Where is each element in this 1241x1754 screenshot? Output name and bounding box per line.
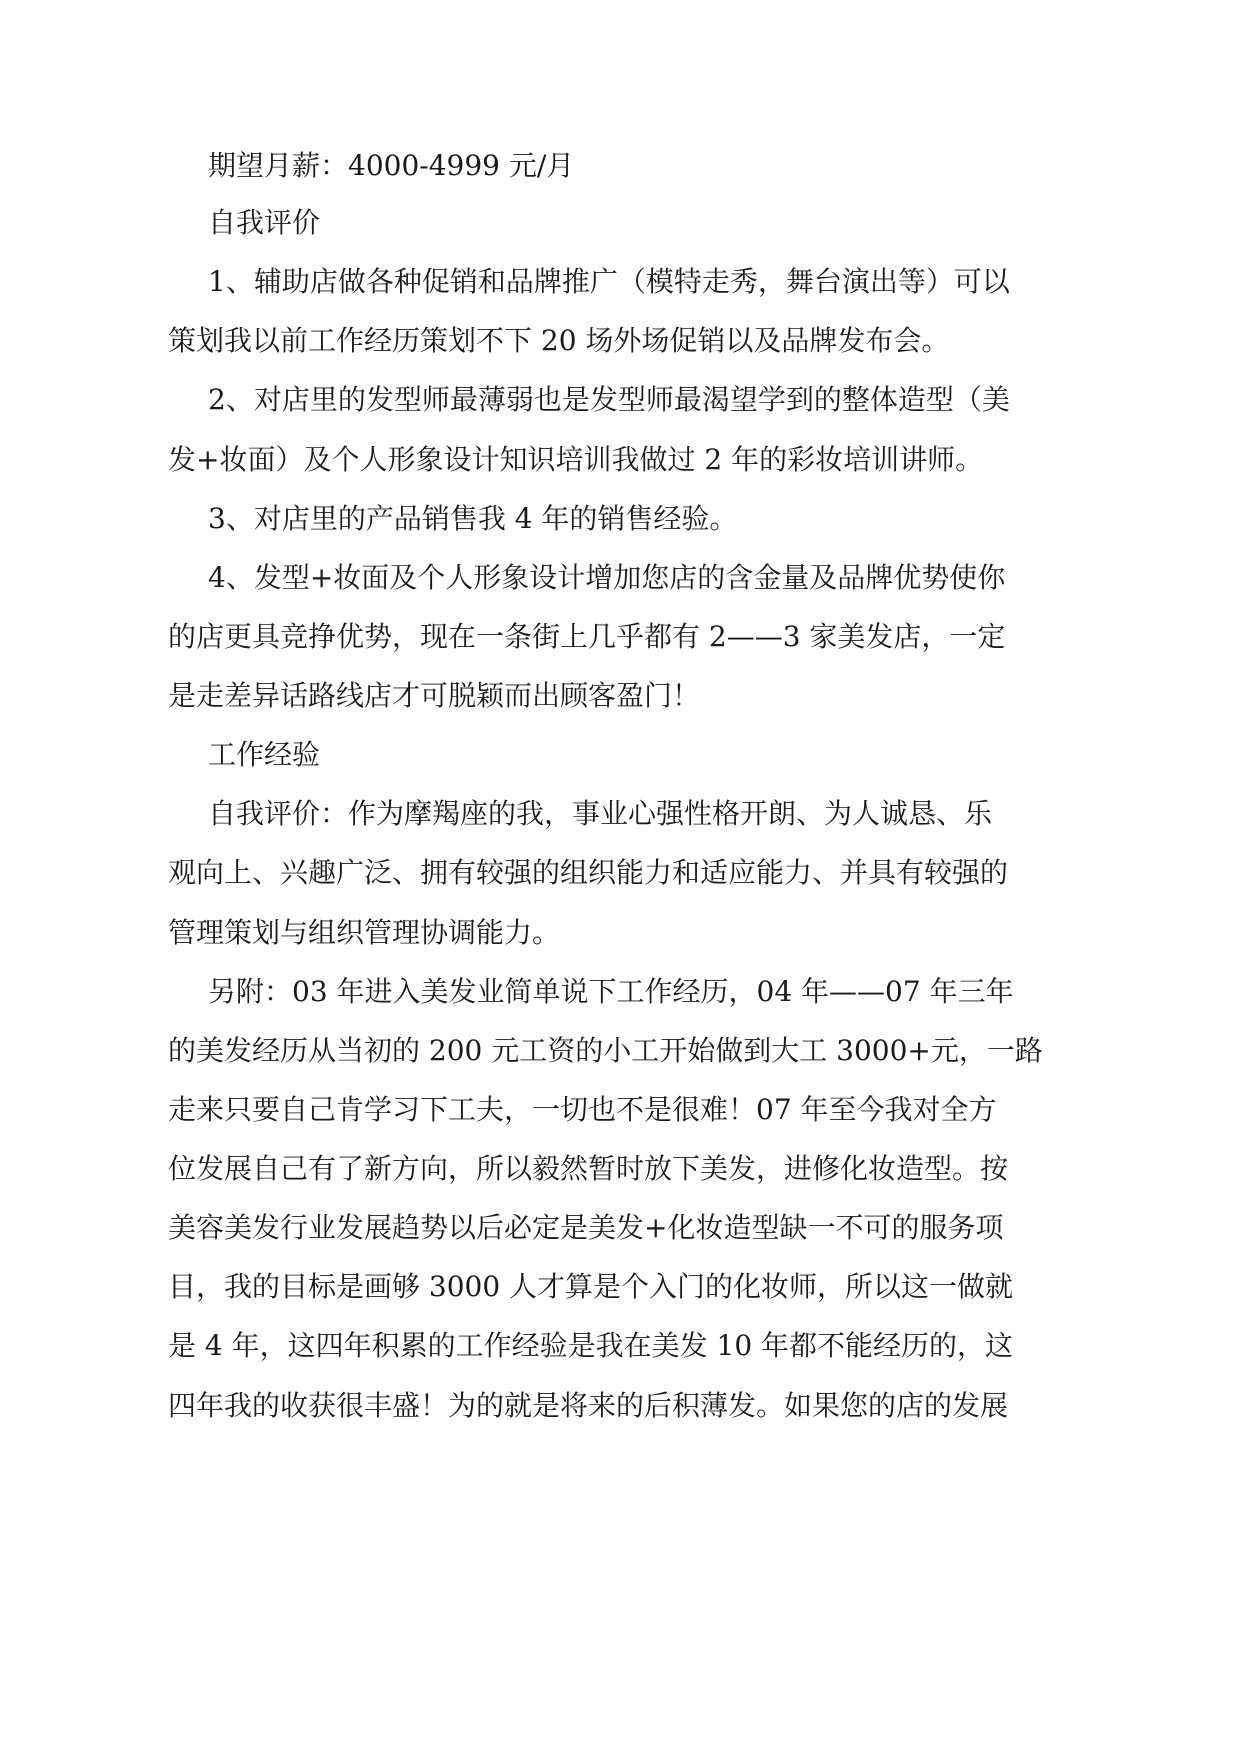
section-heading-work-experience: 工作经验	[208, 738, 321, 771]
text-line: 观向上、兴趣广泛、拥有较强的组织能力和适应能力、并具有较强的	[168, 856, 1009, 889]
text-line: 位发展自己有了新方向，所以毅然暂时放下美发，进修化妆造型。按	[168, 1152, 1009, 1185]
text-line: 的店更具竞挣优势，现在一条街上几乎都有 2——3 家美发店，一定	[168, 620, 1006, 653]
text-line: 走来只要自己肯学习下工夫，一切也不是很难！07 年至今我对全方	[168, 1093, 997, 1126]
text-line: 自我评价：作为摩羯座的我，事业心强性格开朗、为人诚恳、乐	[208, 797, 993, 830]
text-line: 管理策划与组织管理协调能力。	[168, 916, 561, 949]
text-line: 4、发型+妆面及个人形象设计增加您店的含金量及品牌优势使你	[208, 561, 1006, 594]
section-heading-self-evaluation: 自我评价	[208, 206, 321, 239]
text-line: 另附：03 年进入美发业简单说下工作经历，04 年——07 年三年	[208, 975, 1014, 1008]
text-line: 的美发经历从当初的 200 元工资的小工开始做到大工 3000+元，一路	[168, 1034, 1043, 1067]
text-line: 发+妆面）及个人形象设计知识培训我做过 2 年的彩妆培训讲师。	[168, 443, 984, 476]
text-line: 1、辅助店做各种促销和品牌推广（模特走秀，舞台演出等）可以	[208, 265, 1010, 298]
text-line: 是走差异话路线店才可脱颖而出顾客盈门！	[168, 679, 701, 712]
text-line: 2、对店里的发型师最薄弱也是发型师最渴望学到的整体造型（美	[208, 383, 1010, 416]
text-line: 美容美发行业发展趋势以后必定是美发+化妆造型缺一不可的服务项	[168, 1211, 1004, 1244]
text-line: 目，我的目标是画够 3000 人才算是个入门的化妆师，所以这一做就	[168, 1270, 1014, 1303]
salary-expectation: 期望月薪：4000-4999 元/月	[208, 149, 575, 182]
text-line: 四年我的收获很丰盛！为的就是将来的后积薄发。如果您的店的发展	[168, 1389, 1009, 1422]
text-line: 策划我以前工作经历策划不下 20 场外场促销以及品牌发布会。	[168, 324, 950, 357]
text-line: 3、对店里的产品销售我 4 年的销售经验。	[208, 502, 738, 535]
text-line: 是 4 年，这四年积累的工作经验是我在美发 10 年都不能经历的，这	[168, 1329, 1014, 1362]
